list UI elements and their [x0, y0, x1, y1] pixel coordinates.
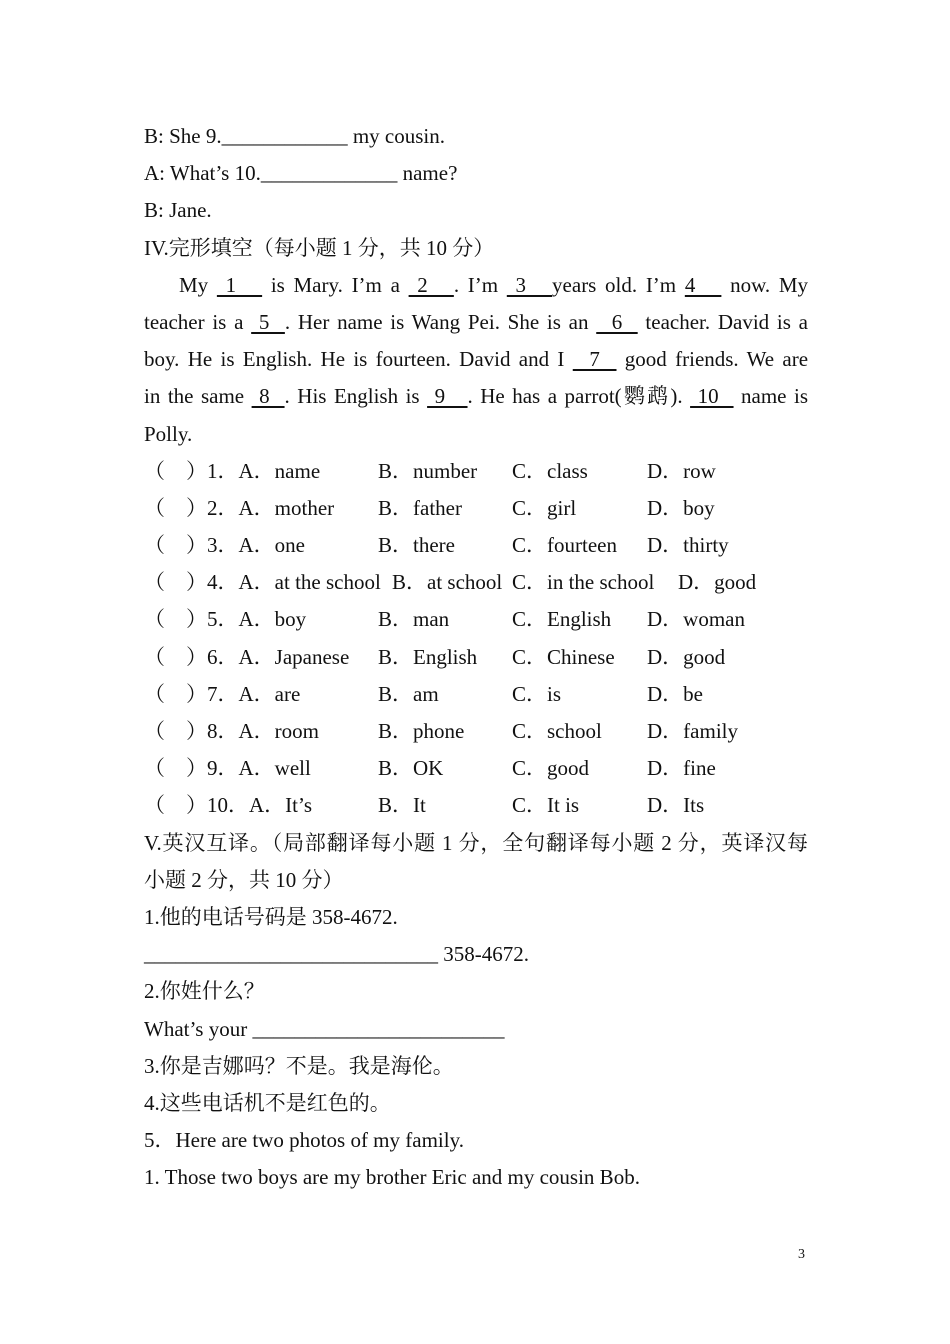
translation-item: 5．Here are two photos of my family.	[144, 1128, 464, 1153]
passage-text: years old. I’m	[552, 272, 685, 297]
cloze-blank: 4	[684, 272, 722, 297]
question-option-c: C．fourteen	[512, 533, 617, 558]
question-option-c: C．is	[512, 681, 562, 706]
passage-line	[144, 267, 808, 304]
question-option-d: D．fine	[647, 756, 716, 781]
section-5-heading-cont: 小题 2 分，共 10 分）	[144, 867, 344, 892]
cloze-blank: 2	[408, 272, 454, 297]
question-option-b: B．It	[378, 793, 426, 818]
question-option-b: B．English	[378, 644, 478, 669]
question-row	[144, 527, 808, 564]
question-option-d: D．boy	[647, 495, 715, 520]
question-row	[144, 787, 808, 824]
passage-line: Polly.	[144, 421, 193, 446]
question-option-d: D．woman	[647, 607, 745, 632]
question-option-b: B．number	[378, 458, 478, 483]
question-option-b: B．at school	[392, 570, 503, 595]
question-option-b: B．phone	[378, 719, 465, 743]
dialogue-line: B: Jane.	[144, 198, 212, 223]
question-option-a: （ ）5．A．boy	[144, 607, 307, 632]
exam-page	[144, 118, 808, 1196]
translation-item: 3.你是吉娜吗？不是。我是海伦。	[144, 1053, 454, 1078]
cloze-blank: 7	[572, 347, 617, 372]
question-option-a: （ ）10．A．It’s	[144, 793, 312, 818]
question-row	[144, 601, 808, 638]
cloze-blank: 9	[427, 384, 468, 409]
passage-text: now. My	[721, 272, 808, 297]
cloze-blank: 10	[690, 384, 734, 409]
question-option-c: C．Chinese	[512, 644, 615, 669]
passage-text: good friends. We are	[616, 347, 809, 372]
passage-text: . He has a parrot(鹦鹉).	[467, 384, 691, 409]
question-option-a: （ ）8．A．room	[144, 719, 319, 743]
dialogue-line: B: She 9.____________ my cousin.	[144, 124, 446, 148]
question-option-a: （ ）6．A．Japanese	[144, 644, 350, 669]
question-option-c: C．English	[512, 607, 612, 632]
question-row	[144, 490, 808, 527]
question-option-a: （ ）4．A．at the school	[144, 570, 381, 595]
passage-text: teacher. David is a	[637, 309, 808, 334]
question-option-c: C．in the school	[512, 570, 655, 595]
question-option-d: D．family	[647, 719, 738, 743]
translation-item: 4.这些电话机不是红色的。	[144, 1090, 391, 1115]
passage-text: . His English is	[284, 384, 428, 409]
question-option-d: D．good	[647, 644, 726, 669]
question-row	[144, 713, 808, 750]
section-4-heading: IV.完形填空（每小题 1 分，共 10 分）	[144, 235, 495, 260]
page-number: 3	[798, 1247, 805, 1262]
question-option-a: （ ）9．A．well	[144, 756, 311, 781]
question-option-c: C．good	[512, 756, 590, 781]
cloze-blank: 1	[216, 272, 263, 297]
section-5-heading: V.英汉互译。（局部翻译每小题 1 分，全句翻译每小题 2 分，英译汉每	[144, 830, 808, 855]
passage-text: My	[179, 272, 217, 297]
cloze-blank: 5	[251, 309, 285, 334]
passage-text: in the same	[144, 384, 252, 409]
question-option-b: B．OK	[378, 756, 444, 781]
question-option-b: B．man	[378, 607, 450, 632]
question-row	[144, 639, 808, 676]
question-row	[144, 564, 808, 601]
cloze-blank: 8	[251, 384, 285, 409]
question-option-a: （ ）3．A．one	[144, 533, 305, 558]
cloze-blank: 6	[596, 309, 638, 334]
passage-text: . Her name is Wang Pei. She is an	[284, 309, 597, 334]
question-option-c: C．class	[512, 458, 588, 483]
passage-line	[144, 341, 808, 378]
dialogue-line: A: What’s 10._____________ name?	[144, 161, 458, 186]
question-option-d: D．be	[647, 681, 703, 706]
cloze-blank: 3	[506, 272, 553, 297]
passage-text: boy. He is English. He is fourteen. David and I	[144, 347, 573, 372]
question-option-d: D．thirty	[647, 533, 729, 558]
question-option-c: C．school	[512, 719, 602, 743]
translation-answer-line: What’s your ________________________	[144, 1016, 505, 1041]
question-row	[144, 676, 808, 713]
translation-item: 1. Those two boys are my brother Eric and my cousin Bob.	[144, 1165, 640, 1190]
question-option-c: C．It is	[512, 793, 580, 818]
question-option-a: （ ）7．A．are	[144, 681, 301, 706]
question-option-c: C．girl	[512, 495, 577, 520]
translation-answer-line: ____________________________ 358-4672.	[144, 942, 529, 967]
translation-item: 1.他的电话号码是 358-4672.	[144, 904, 398, 929]
question-option-b: B．there	[378, 533, 455, 558]
question-option-d: D．good	[678, 570, 757, 595]
question-option-d: D．row	[647, 458, 716, 483]
question-option-a: （ ）2．A．mother	[144, 495, 335, 520]
translation-item: 2.你姓什么？	[144, 979, 265, 1004]
passage-line	[144, 304, 808, 341]
passage-text: teacher is a	[144, 309, 252, 334]
question-option-b: B．father	[378, 495, 462, 520]
passage-line	[144, 378, 808, 415]
passage-text: is Mary. I’m a	[262, 272, 409, 297]
question-row	[144, 453, 808, 490]
question-option-b: B．am	[378, 681, 439, 706]
question-option-a: （ ）1．A．name	[144, 458, 321, 483]
passage-text: . I’m	[453, 272, 507, 297]
question-option-d: D．Its	[647, 793, 705, 818]
passage-text: name is	[733, 384, 808, 409]
question-row	[144, 750, 808, 787]
